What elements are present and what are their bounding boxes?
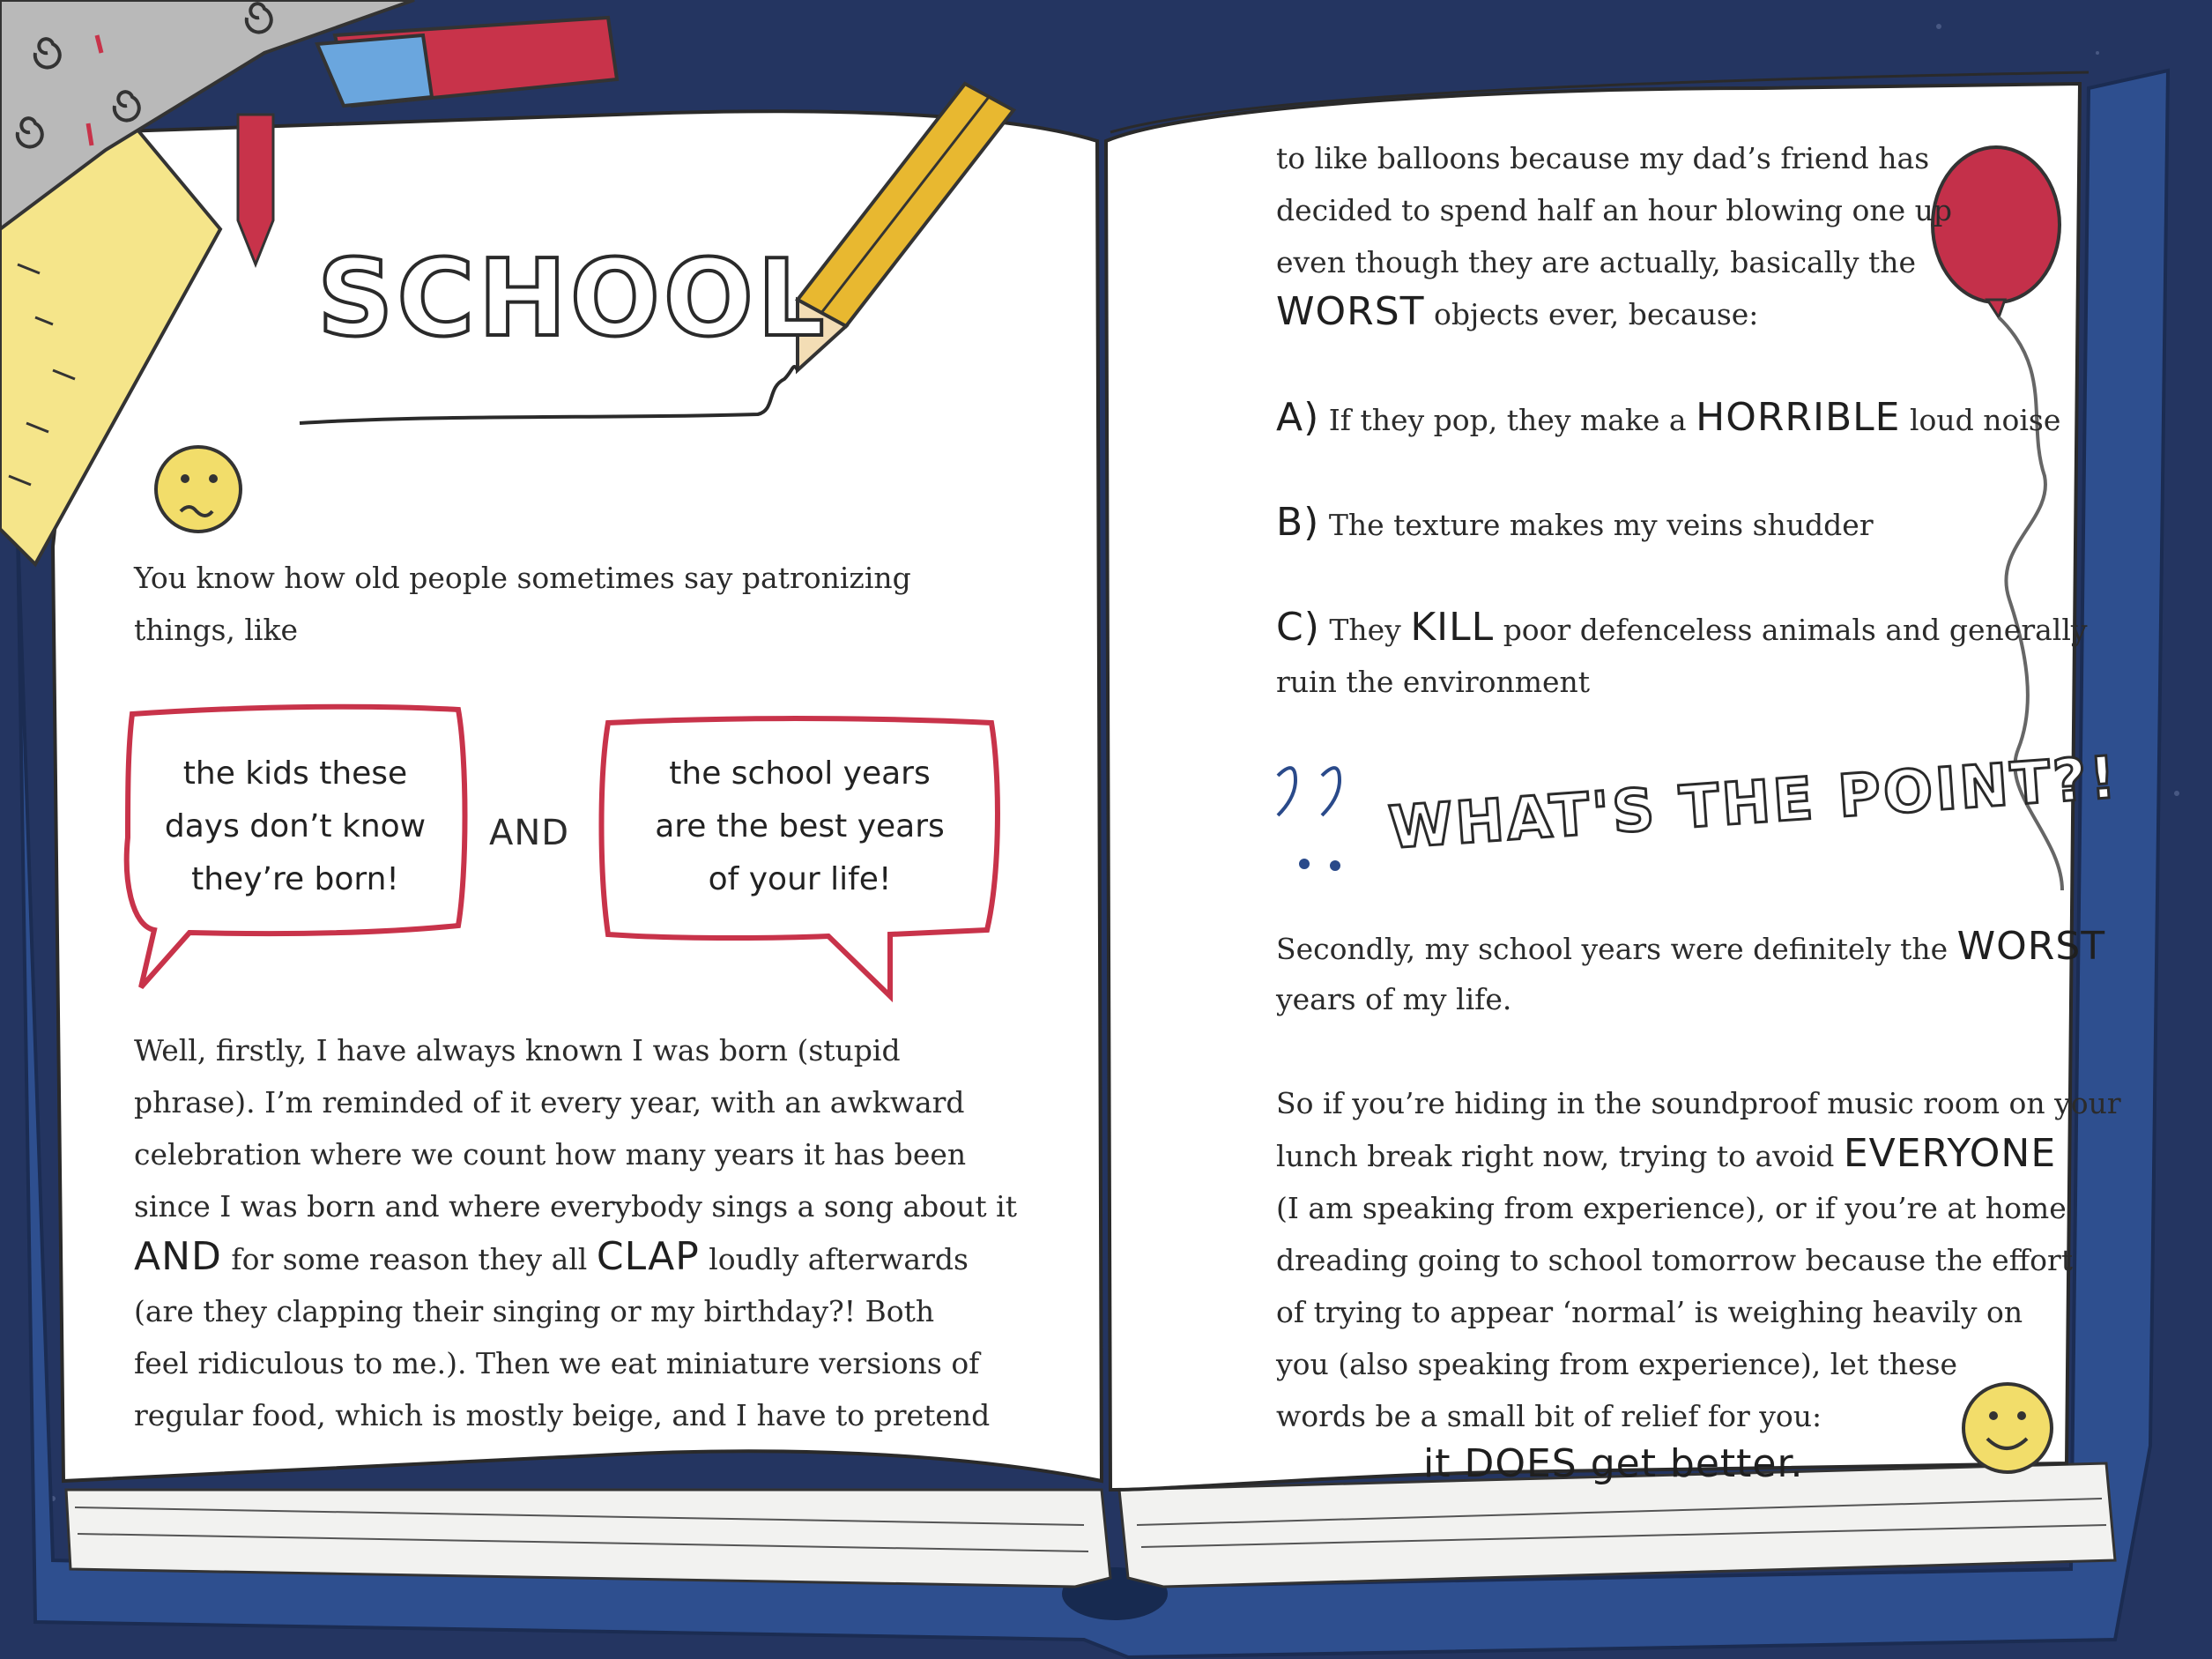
right-intro-2: decided to spend half an hour blowing one up: [1276, 193, 1953, 227]
worst-objects-rest: objects ever, because:: [1434, 297, 1759, 331]
page-title-school: SCHOOL: [317, 238, 828, 361]
worried-smiley: [156, 447, 241, 532]
item-a-label: A): [1276, 395, 1320, 440]
secondly-pre: Secondly, my school years were definitely the: [1276, 932, 1948, 966]
intro-line-1: You know how old people sometimes say patronizing: [134, 561, 911, 595]
bubble-left-line-2: days don’t know: [164, 808, 427, 844]
emphasis-clap: CLAP: [596, 1234, 700, 1279]
happy-smiley: [1963, 1384, 2052, 1472]
emphasis-horrible: HORRIBLE: [1696, 395, 1901, 440]
body-line-5-end: loudly afterwards: [709, 1242, 969, 1276]
bubble-right-line-2: are the best years: [655, 808, 945, 844]
para-line-2-pre: lunch break right now, trying to avoid: [1276, 1139, 1835, 1173]
page-stack-left: [66, 1490, 1110, 1587]
item-c-line-2: ruin the environment: [1276, 665, 1591, 699]
body-line-1: Well, firstly, I have always known I was born (stupid: [134, 1033, 901, 1068]
emphasis-worst-2: WORST: [1956, 924, 2106, 969]
item-a-pre: If they pop, they make a: [1328, 403, 1687, 437]
item-a: [1276, 395, 2060, 440]
emphasis-kill: KILL: [1410, 605, 1495, 650]
item-b-text: The texture makes my veins shudder: [1328, 508, 1874, 542]
para-line-1: So if you’re hiding in the soundproof music room on your: [1276, 1086, 2121, 1120]
bubble-left-text: [132, 748, 458, 906]
worst-objects-line: [1276, 289, 1758, 334]
para-line-4: dreading going to school tomorrow because the effort: [1276, 1243, 2074, 1277]
item-c-label: C): [1276, 605, 1320, 650]
body-line-3: celebration where we count how many years it has been: [134, 1137, 967, 1172]
secondly-line-2: years of my life.: [1276, 982, 1512, 1016]
intro-line-2: things, like: [134, 613, 298, 647]
secondly-line: [1276, 924, 2105, 969]
whats-the-point-heading: WHAT'S THE POINT?!: [1386, 743, 2121, 862]
body-line-5: [134, 1234, 969, 1279]
item-b-label: B): [1276, 500, 1320, 545]
bubble-right-line-3: of your life!: [708, 861, 892, 897]
emphasis-and: AND: [134, 1234, 222, 1279]
bubble-left-line-1: the kids these: [182, 755, 408, 792]
body-line-2: phrase). I’m reminded of it every year, with an awkward: [134, 1085, 965, 1120]
body-line-8: regular food, which is mostly beige, and I have to pretend: [134, 1398, 991, 1432]
emphasis-everyone: EVERYONE: [1843, 1131, 2057, 1176]
right-intro-3: even though they are actually, basically the: [1276, 245, 1917, 279]
item-b: [1276, 500, 1874, 545]
item-c-pre: They: [1329, 613, 1401, 647]
body-line-7: feel ridiculous to me.). Then we eat miniature versions of: [134, 1346, 980, 1380]
para-line-6: you (also speaking from experience), let these: [1276, 1347, 1958, 1381]
right-intro-1: to like balloons because my dad’s friend has: [1276, 141, 1930, 175]
body-line-5-mid: for some reason they all: [231, 1242, 588, 1276]
bubble-right-text: [608, 748, 991, 906]
emphasis-worst-1: WORST: [1276, 289, 1425, 334]
item-c: [1276, 605, 2088, 650]
body-line-4: since I was born and where everybody sings a song about it: [134, 1189, 1017, 1224]
body-line-6: (are they clapping their singing or my birthday?! Both: [134, 1294, 935, 1328]
para-line-7: words be a small bit of relief for you:: [1276, 1399, 1822, 1433]
bubble-right-line-1: the school years: [669, 755, 931, 792]
item-c-post: poor defenceless animals and generally: [1503, 613, 2088, 647]
para-line-2: [1276, 1131, 2056, 1176]
para-line-3: (I am speaking from experience), or if you’re at home: [1276, 1191, 2067, 1225]
para-line-5: of trying to appear ‘normal’ is weighing heavily on: [1276, 1295, 2023, 1329]
bubble-left-line-3: they’re born!: [191, 861, 399, 897]
and-connector: AND: [489, 813, 570, 853]
item-a-post: loud noise: [1909, 403, 2061, 437]
closing-line: it DOES get better.: [1423, 1441, 1804, 1486]
